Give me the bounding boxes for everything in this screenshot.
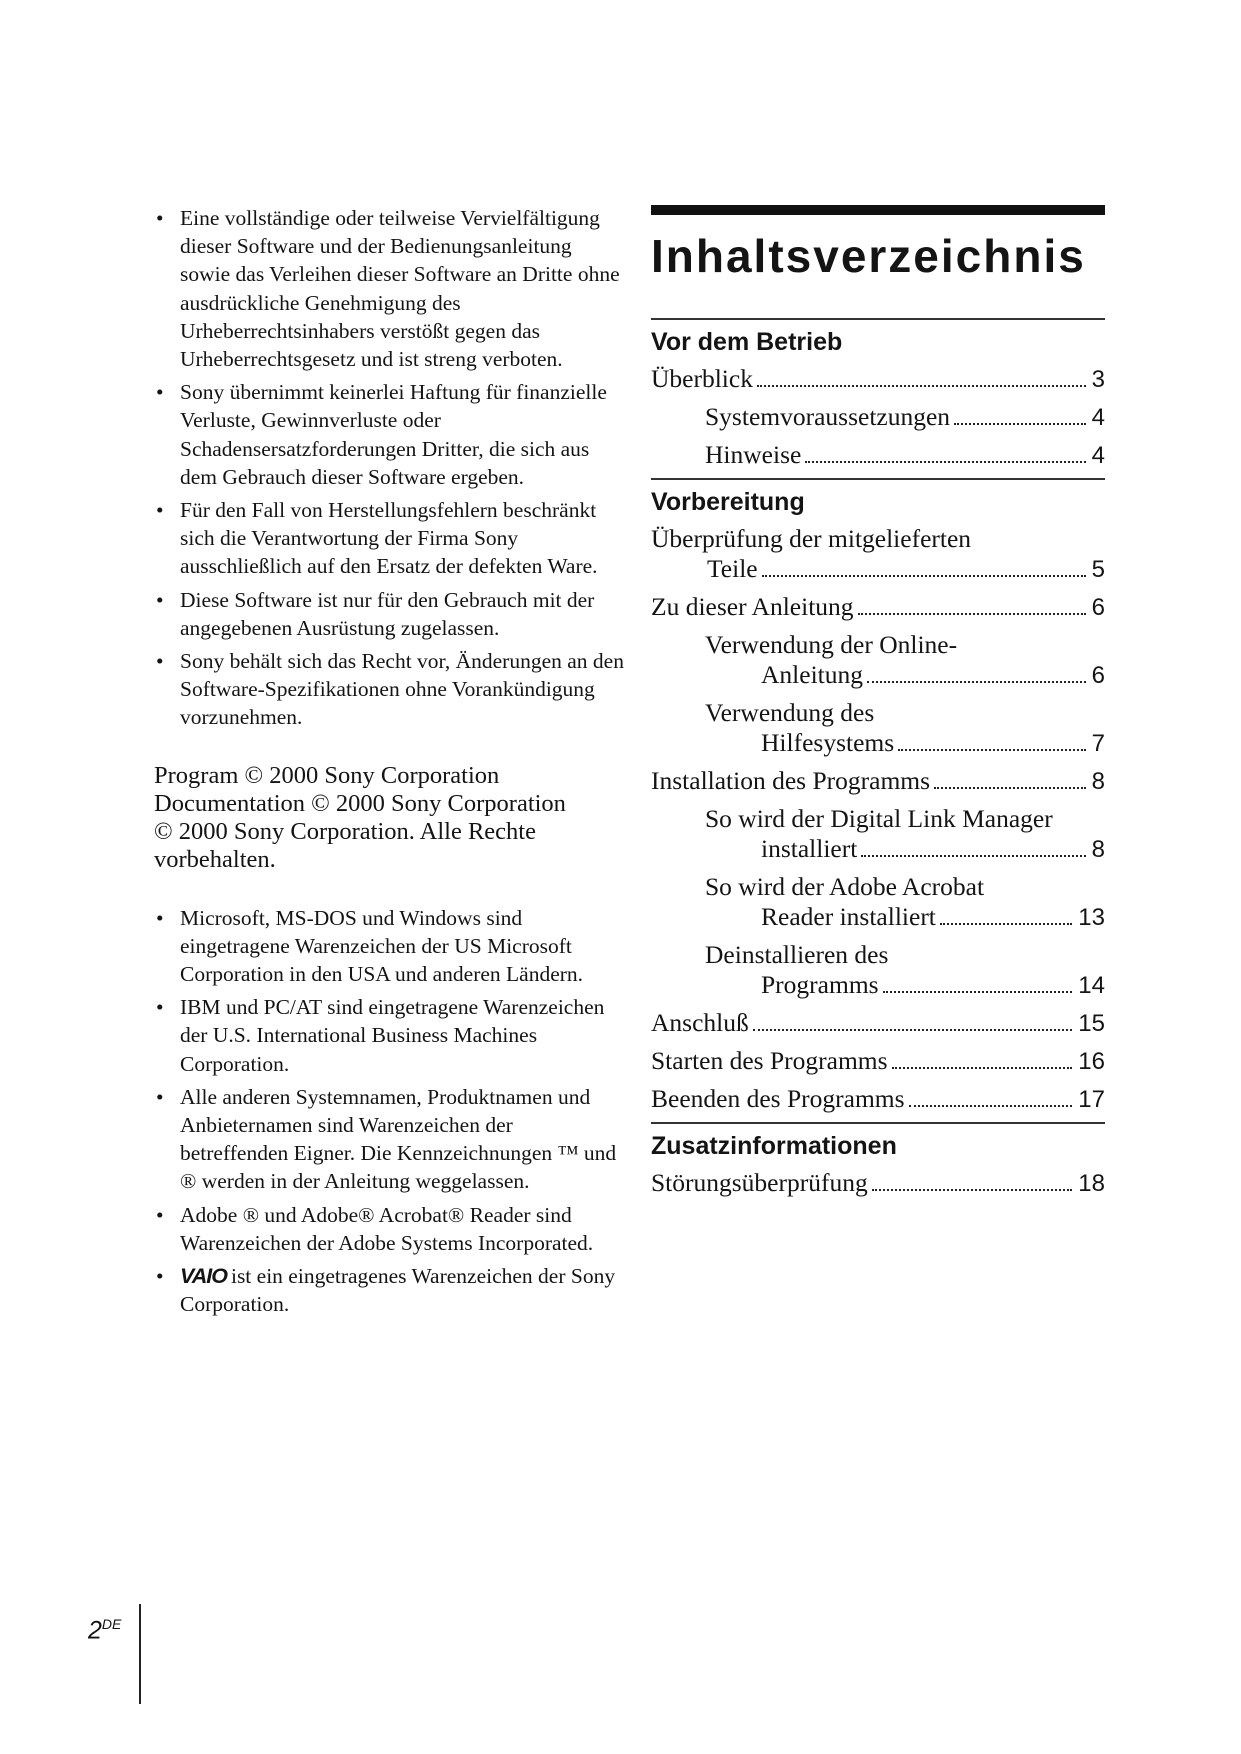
- toc-entry-page: 6: [1091, 662, 1105, 689]
- toc-entry-continuation: [651, 902, 1105, 933]
- leader-dots: [909, 1105, 1073, 1107]
- toc-entry-label: Anleitung: [761, 660, 863, 689]
- copyright-line: Documentation © 2000 Sony Corporation: [154, 789, 566, 817]
- toc-entry[interactable]: [651, 402, 1105, 433]
- section-heading: Zusatzinformationen: [651, 1132, 897, 1160]
- toc-entry-label: Anschluß: [651, 1008, 749, 1037]
- toc-entry-page: 7: [1091, 730, 1105, 757]
- toc-entry-page: 6: [1091, 594, 1105, 621]
- leader-dots: [753, 1029, 1073, 1031]
- toc-entry[interactable]: [651, 592, 1105, 623]
- leader-dots: [805, 461, 1085, 463]
- toc-entry-label: Verwendung des: [705, 698, 875, 727]
- toc-entry-label: Programms: [761, 970, 879, 999]
- section-divider: [651, 478, 1105, 480]
- toc-entry-label: Überblick: [651, 364, 753, 393]
- list-item: • Eine vollständige oder teilweise Vervielfältigung dieser Software und der Bedienungsanleitung sowie das Verleihen dieser Software an Dritte ohne ausdrückliche Genehmigung des Urheberrechtsinhabers verstößt gegen das Urheberrechtsgesetz und ist streng verboten.: [154, 204, 624, 373]
- trademark-list: [154, 904, 624, 1319]
- toc-entry-page: 13: [1078, 904, 1105, 931]
- toc-entry[interactable]: [651, 698, 1105, 759]
- list-item: • Adobe ® und Adobe® Acrobat® Reader sind Warenzeichen der Adobe Systems Incorporated.: [154, 1201, 624, 1257]
- toc-entry-label: Teile: [707, 554, 758, 583]
- list-item: • Microsoft, MS-DOS und Windows sind eingetragene Warenzeichen der US Microsoft Corporation in den USA und anderen Ländern.: [154, 904, 624, 989]
- list-item: • IBM und PC/AT sind eingetragene Warenzeichen der U.S. International Business Machines Corporation.: [154, 993, 624, 1078]
- section-heading: Vor dem Betrieb: [651, 328, 843, 356]
- toc-entry[interactable]: [651, 1046, 1105, 1077]
- toc-entry[interactable]: [651, 1168, 1105, 1199]
- toc-entry-label: Zu dieser Anleitung: [651, 592, 854, 621]
- leader-dots: [867, 681, 1086, 683]
- footer-divider: [139, 1604, 141, 1704]
- toc-entry-label: Hilfesystems: [761, 728, 895, 757]
- vaio-logo: VAIO: [180, 1264, 227, 1289]
- legal-notes-column: [154, 204, 624, 1324]
- page-number-suffix: DE: [101, 1616, 122, 1632]
- section-divider: [651, 1122, 1105, 1124]
- leader-dots: [934, 787, 1086, 789]
- toc-entry-continuation: [651, 660, 1105, 691]
- toc-entry-page: 16: [1078, 1048, 1105, 1075]
- disclaimer-list: [154, 204, 624, 732]
- toc-entry-label: So wird der Digital Link Manager: [705, 804, 1053, 833]
- page-number: [88, 1616, 121, 1645]
- toc-entry-label: So wird der Adobe Acrobat: [705, 872, 985, 901]
- toc-entry-label: Verwendung der Online-: [705, 630, 958, 659]
- toc-entry-continuation: [651, 970, 1105, 1001]
- toc-entry-label: Störungsüberprüfung: [651, 1168, 868, 1197]
- toc-entry-label: Deinstallieren des: [705, 940, 889, 969]
- toc-entry-label: Systemvoraussetzungen: [705, 402, 951, 431]
- toc-entry[interactable]: [651, 1084, 1105, 1115]
- toc-entry-label: Starten des Programms: [651, 1046, 888, 1075]
- leader-dots: [872, 1189, 1073, 1191]
- toc-entry-page: 4: [1091, 404, 1105, 431]
- toc-entry-continuation: [651, 554, 1105, 585]
- toc-entry-page: 5: [1091, 556, 1105, 583]
- leader-dots: [883, 991, 1073, 993]
- list-item: • Diese Software ist nur für den Gebrauch mit der angegebenen Ausrüstung zugelassen.: [154, 586, 624, 642]
- section-divider: [651, 318, 1105, 320]
- vaio-trademark-text: ist ein eingetragenes Warenzeichen der Sony Corporation.: [180, 1264, 616, 1317]
- toc-entry-page: 3: [1091, 366, 1105, 393]
- toc-entry[interactable]: [651, 364, 1105, 395]
- toc-entry-continuation: [651, 728, 1105, 759]
- page-number-value: 2: [88, 1616, 102, 1645]
- toc-entry-page: 17: [1078, 1086, 1105, 1113]
- toc-entry-continuation: [651, 834, 1105, 865]
- toc-entry[interactable]: [651, 766, 1105, 797]
- leader-dots: [940, 923, 1072, 925]
- list-item: • Sony behält sich das Recht vor, Änderungen an den Software-Spezifikationen ohne Vorankündigung vorzunehmen.: [154, 647, 624, 732]
- leader-dots: [892, 1067, 1073, 1069]
- toc-entry-page: 18: [1078, 1170, 1105, 1197]
- copyright-line: Program © 2000 Sony Corporation: [154, 761, 500, 789]
- toc-entry[interactable]: [651, 630, 1105, 691]
- table-of-contents: [651, 205, 1105, 1206]
- toc-entry[interactable]: [651, 940, 1105, 1001]
- copyright-line: © 2000 Sony Corporation. Alle Rechte vorbehalten.: [154, 817, 536, 873]
- list-item: • Für den Fall von Herstellungsfehlern beschränkt sich die Verantwortung der Firma Sony ausschließlich auf den Ersatz der defekten Ware.: [154, 496, 624, 581]
- toc-entry-label: Hinweise: [705, 440, 802, 469]
- list-item: [154, 1262, 624, 1318]
- title-bar-divider: [651, 205, 1105, 215]
- toc-entry-label: Installation des Programms: [651, 766, 931, 795]
- page-title: Inhaltsverzeichnis: [651, 230, 1086, 282]
- copyright-notice: [154, 762, 624, 874]
- toc-entry-label: Beenden des Programms: [651, 1084, 905, 1113]
- leader-dots: [898, 749, 1085, 751]
- toc-entry-page: 8: [1091, 836, 1105, 863]
- leader-dots: [954, 423, 1086, 425]
- toc-entry-page: 8: [1091, 768, 1105, 795]
- toc-entry[interactable]: [651, 1008, 1105, 1039]
- toc-entry-label: installiert: [761, 834, 858, 863]
- leader-dots: [757, 385, 1086, 387]
- toc-entry-page: 14: [1078, 972, 1105, 999]
- section-heading: Vorbereitung: [651, 488, 805, 516]
- toc-entry[interactable]: [651, 872, 1105, 933]
- toc-entry[interactable]: [651, 440, 1105, 471]
- toc-entry-label: Reader installiert: [761, 902, 936, 931]
- leader-dots: [858, 613, 1086, 615]
- list-item: • Sony übernimmt keinerlei Haftung für finanzielle Verluste, Gewinnverluste oder Schadensersatzforderungen Dritter, die sich aus dem Gebrauch dieser Software ergeben.: [154, 378, 624, 491]
- toc-entry-page: 4: [1091, 442, 1105, 469]
- list-item: • Alle anderen Systemnamen, Produktnamen und Anbieternamen sind Warenzeichen der betreffenden Eigner. Die Kennzeichnungen ™ und ® werden in der Anleitung weggelassen.: [154, 1083, 624, 1196]
- toc-entry-page: 15: [1078, 1010, 1105, 1037]
- leader-dots: [861, 855, 1085, 857]
- toc-entry[interactable]: [651, 524, 1105, 585]
- toc-entry[interactable]: [651, 804, 1105, 865]
- leader-dots: [762, 575, 1086, 577]
- toc-entry-label: Überprüfung der mitgelieferten: [651, 524, 972, 553]
